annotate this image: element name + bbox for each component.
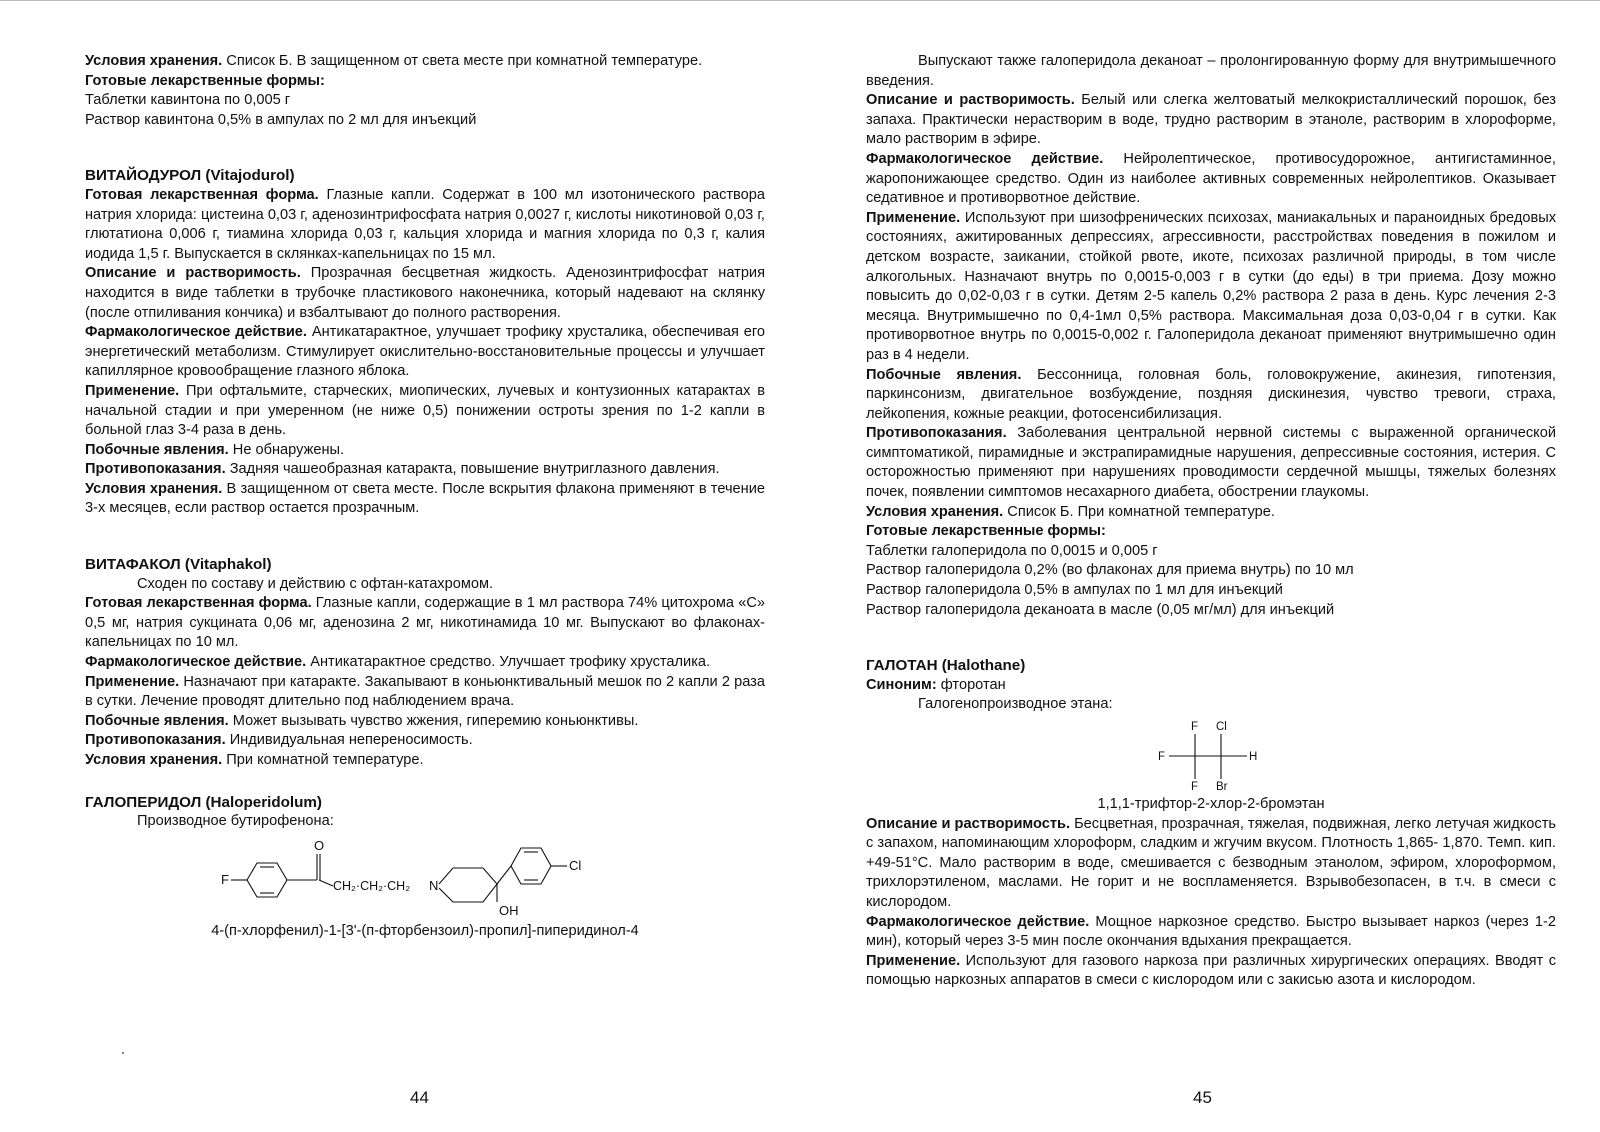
- vitajodurol-section: Применение. При офтальмите, старческих, миопических, лучевых и контузионных катарактах в начальной стадии и при умеренном (не ниже 0,5) понижении остроты зрения по 1-2 капли в больной глаз 3-4 раза в день.: [85, 382, 765, 439]
- haloperidol-intro: Производное бутирофенона:: [137, 813, 334, 830]
- formula-atom-f: F: [1191, 781, 1199, 793]
- vitaphakol-intro: Сходен по составу и действию с офтан-катахромом.: [137, 575, 494, 592]
- formula-atom-f: F: [1158, 751, 1166, 763]
- haloperidol-forms-label: Готовые лекарственные формы:: [866, 523, 1106, 540]
- haloperidol-form-item: Раствор галоперидола 0,5% в ампулах по 1 мл для инъекций: [866, 582, 1283, 599]
- haloperidol-section: Побочные явления. Бессонница, головная боль, головокружение, акинезия, гипотензия, паркинсонизм, двигательное возбуждение, поздняя дискинезия, чувство тревоги, страха, лейкопения, кожные реакции, фотосенсибилизация.: [866, 366, 1556, 422]
- cavinton-form-item: Таблетки кавинтона по 0,005 г: [85, 92, 291, 109]
- page-45: [866, 52, 1556, 991]
- entry-title-haloperidol: ГАЛОПЕРИДОЛ (Haloperidolum): [85, 793, 322, 811]
- formula-atom-cl: Cl: [569, 857, 582, 873]
- page-44: [85, 52, 765, 941]
- vitajodurol-section: Побочные явления. Не обнаружены.: [85, 441, 345, 458]
- vitaphakol-section: Фармакологическое действие. Антикатарактное средство. Улучшает трофику хрусталика.: [85, 654, 711, 671]
- vitajodurol-section: Условия хранения. В защищенном от света месте. После вскрытия флакона применяют в течение 3-х месяцев, если раствор остается прозрачным.: [85, 480, 765, 517]
- vitajodurol-section: Противопоказания. Задняя чашеобразная катаракта, повышение внутриглазного давления.: [85, 461, 720, 478]
- formula-atom-n: N: [429, 877, 439, 893]
- entry-title-vitajodurol: ВИТАЙОДУРОЛ (Vitajodurol): [85, 167, 295, 185]
- haloperidol-form-item: Раствор галоперидола деканоата в масле (0,05 мг/мл) для инъекций: [866, 601, 1335, 618]
- haloperidol-chemical-name: 4-(п-хлорфенил)-1-[3'-(п-фторбензоил)-пропил]-пиперидинол-4: [211, 922, 639, 939]
- vitajodurol-section: Готовая лекарственная форма. Глазные капли. Содержат в 100 мл изотонического раствора натрия хлорида: цистеина 0,03 г, аденозинтрифосфата натрия 0,0027 г, кислоты никотиновой 0,03 г, глютатиона 0,006 г, тиамина хлорида 0,03 г, кальция хлорида и магния хлорида по 0,3 г, калия иодида 1,5 г. Выпускается в склянках-капельницах по 15 мл.: [85, 186, 765, 262]
- page-number-left: 44: [410, 1088, 429, 1107]
- halothane-section: Описание и растворимость. Бесцветная, прозрачная, тяжелая, подвижная, легко летучая жидкость с запахом, напоминающим хлороформ, сладким и жгучим вкусом. Плотность 1,865- 1,870. Темп. кип. +49-51°С. Мало растворим в воде, смешивается с безводным этанолом, эфиром, хлороформом, трихлорэтиленом, маслами. Не горит и не воспламеняется. Взрывобезопасен, в т.ч. в смеси с кислородом.: [866, 815, 1556, 910]
- haloperidol-decanoate-intro: Выпускают также галоперидола деканоат – пролонгированную форму для внутримышечного введения.: [866, 53, 1556, 89]
- vitaphakol-section: Противопоказания. Индивидуальная непереносимость.: [85, 732, 473, 749]
- formula-atom-br: Br: [1216, 781, 1228, 793]
- vitaphakol-section: Условия хранения. При комнатной температуре.: [85, 752, 424, 768]
- vitajodurol-section: Фармакологическое действие. Антикатарактное, улучшает трофику хрусталика, обеспечивая его энергетический метаболизм. Стимулирует окислительно-восстановительные процессы и улучшает капиллярное кровообращение глазного яблока.: [85, 324, 765, 380]
- cavinton-storage: Условия хранения. Список Б. В защищенном от света месте при комнатной температуре.: [85, 53, 703, 69]
- page-number-right: 45: [1193, 1088, 1212, 1107]
- formula-group-oh: OH: [499, 902, 519, 918]
- vitaphakol-section: Применение. Назначают при катаракте. Закапывают в коньюнктивальный мешок по 2 капли 2 раза в сутки. Лечение проводят длительно под наблюдением врача.: [85, 673, 765, 710]
- scan-speck: [122, 1052, 124, 1054]
- halothane-chemical-name: 1,1,1-трифтор-2-хлор-2-бромэтан: [1097, 796, 1325, 812]
- halothane-synonym: Синоним: фторотан: [866, 676, 1006, 693]
- formula-atom-o: O: [314, 837, 325, 853]
- halothane-intro: Галогенопроизводное этана:: [918, 696, 1113, 713]
- halothane-structure: [1156, 719, 1266, 793]
- cavinton-form-item: Раствор кавинтона 0,5% в ампулах по 2 мл для инъекций: [85, 111, 477, 128]
- formula-atom-f: F: [221, 871, 229, 887]
- haloperidol-section: Противопоказания. Заболевания центральной нервной системы с выраженной органической симптоматикой, пирамидные и экстрапирамидные нарушения, депрессивные состояния, истерия. С осторожностью применяют при нарушениях проводимости сердечной мышцы, тяжелых болезнях почек, появлении симптомов несахарного диабета, обострении глаукомы.: [866, 425, 1556, 501]
- haloperidol-section: Применение. Используют при шизофренических психозах, маниакальных и параноидных бредовых состояниях, ажитированных депрессиях, агрессивности, расстройствах поведения в пожилом и детском возрасте, заикании, стойкой рвоте, икоте, психозах различной природы, в том числе алкогольных. Назначают внутрь по 0,0015-0,003 г в сутки (до еды) в три приема. Дозу можно повысить до 0,02-0,03 г в сутки. Детям 2-5 капель 0,2% раствора 2 раза в день. Курс лечения 2-3 месяца. Внутримышечно по 0,4-1мл 0,5% раствора. Максимальная доза 0,03-0,04 г в сутки. Как противорвотное внутрь по 0,0015-0,002 г. Галоперидола деканоат применяют внутримышечно один раз в 4 недели.: [866, 209, 1556, 363]
- vitaphakol-section: Побочные явления. Может вызывать чувство жжения, гиперемию коньюнктивы.: [85, 712, 639, 729]
- vitajodurol-section: Описание и растворимость. Прозрачная бесцветная жидкость. Аденозинтрифосфат натрия находится в виде таблетки в трубочке пластикового наконечника, который надевают на склянку (после отпиливания кончика) и взбалтывают до полного растворения.: [85, 265, 765, 321]
- haloperidol-structure: [215, 836, 635, 918]
- entry-title-halothane: ГАЛОТАН (Halothane): [866, 657, 1026, 675]
- haloperidol-form-item: Раствор галоперидола 0,2% (во флаконах для приема внутрь) по 10 мл: [866, 562, 1354, 579]
- haloperidol-section: Условия хранения. Список Б. При комнатной температуре.: [866, 503, 1275, 520]
- vitaphakol-section: Готовая лекарственная форма. Глазные капли, содержащие в 1 мл раствора 74% цитохрома «С» 0,5 мг, натрия сукцината 0,06 мг, аденозина 2 мг, никотинамида 10 мг. Выпускают во флаконах-капельницах по 10 мл.: [85, 595, 765, 651]
- formula-atom-cl: Cl: [1216, 721, 1227, 733]
- halothane-section: Фармакологическое действие. Мощное наркозное средство. Быстро вызывает наркоз (через 1-2 мин), который через 3-5 мин после окончания вдыхания прекращается.: [866, 913, 1556, 950]
- cavinton-forms-label: Готовые лекарственные формы:: [85, 72, 325, 89]
- haloperidol-section: Описание и растворимость. Белый или слегка желтоватый мелкокристаллический порошок, без запаха. Практически нерастворим в воде, трудно растворим в этаноле, растворим в хлороформе, мало растворим в эфире.: [866, 92, 1556, 148]
- formula-atom-f: F: [1191, 721, 1199, 733]
- formula-chain: CH₂·CH₂·CH₂: [333, 878, 411, 893]
- entry-title-vitaphakol: ВИТАФАКОЛ (Vitaphakol): [85, 556, 272, 574]
- formula-atom-h: H: [1249, 751, 1258, 763]
- haloperidol-section: Фармакологическое действие. Нейролептическое, противосудорожное, антигистаминное, жаропонижающее средство. Один из наиболее активных современных нейролептиков. Оказывает седативное и противорвотное действие.: [866, 150, 1556, 207]
- haloperidol-form-item: Таблетки галоперидола по 0,0015 и 0,005 г: [866, 542, 1158, 559]
- halothane-section: Применение. Используют для газового наркоза при различных хирургических операциях. Вводят с помощью наркозных аппаратов в смеси с кислородом или с закисью азота и кислородом.: [866, 952, 1556, 989]
